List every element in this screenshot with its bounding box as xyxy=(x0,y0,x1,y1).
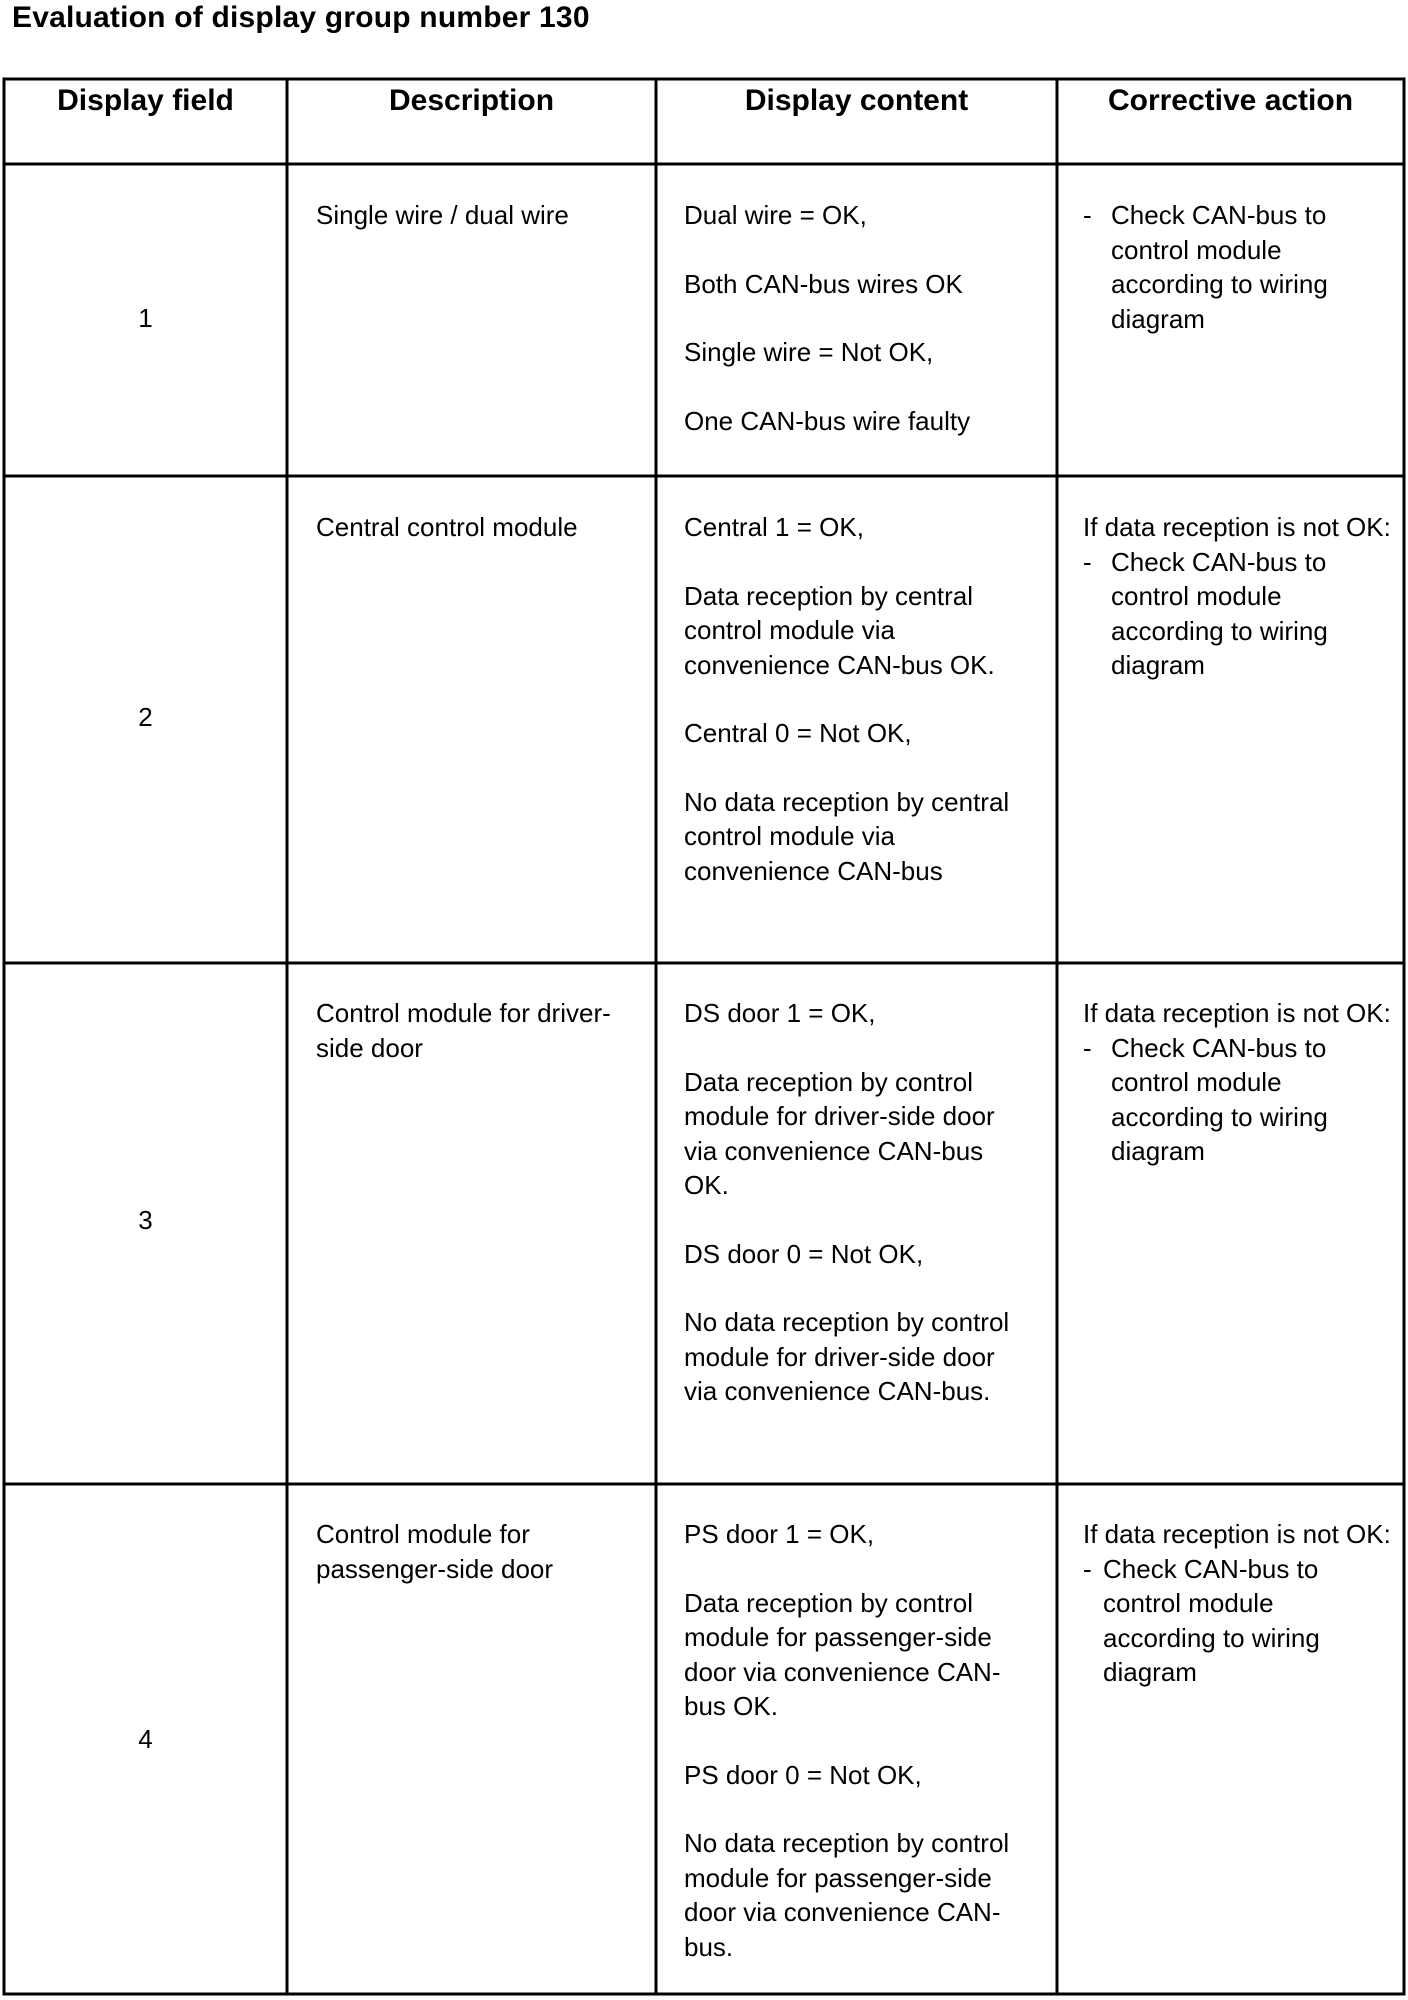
row-1-action-bullet xyxy=(1083,198,1393,336)
bullet-dash: - xyxy=(1083,546,1092,577)
row-3-content-line: Data reception by control module for driver-side door via convenience CAN-bus OK. xyxy=(684,1066,995,1200)
row-3-description: Control module for driver-side door xyxy=(316,998,611,1063)
row-2-description: Central control module xyxy=(316,512,578,542)
row-4-action-bullet xyxy=(1083,1552,1393,1690)
row-1-content-line: Both CAN-bus wires OK xyxy=(684,268,963,299)
row-1-content-line: Dual wire = OK, xyxy=(684,200,867,230)
row-4-content-line: No data reception by control module for passenger-side door via convenience CAN-bus. xyxy=(684,1828,1010,1962)
row-2-action-item: Check CAN-bus to control module according to wiring diagram xyxy=(1111,546,1328,680)
bullet-dash: - xyxy=(1083,1032,1092,1063)
row-3-display-content xyxy=(684,996,1029,1409)
row-2-corrective-action xyxy=(1083,510,1393,683)
row-3-content-line: No data reception by control module for driver-side door via convenience CAN-bus. xyxy=(684,1307,1010,1406)
row-1-content-line: One CAN-bus wire faulty xyxy=(684,405,971,436)
row-2-display-field: 2 xyxy=(138,702,153,732)
document-title: Evaluation of display group number 130 xyxy=(12,1,590,34)
row-4-content-line: PS door 0 = Not OK, xyxy=(684,1759,922,1790)
row-2-content-line: No data reception by central control module via convenience CAN-bus xyxy=(684,786,1010,886)
row-4-action-intro: If data reception is not OK: xyxy=(1083,1519,1391,1549)
row-2-content-line: Data reception by central control module via convenience CAN-bus OK. xyxy=(684,580,995,680)
header-display-content: Display content xyxy=(744,84,969,117)
row-2-content-line: Central 1 = OK, xyxy=(684,512,864,542)
row-4-content-line: Data reception by control module for passenger-side door via convenience CAN-bus OK. xyxy=(684,1587,1001,1721)
row-1-display-content xyxy=(684,198,1044,438)
row-3-corrective-action xyxy=(1083,996,1393,1169)
row-1-action-item: Check CAN-bus to control module according to wiring diagram xyxy=(1111,200,1328,334)
row-4-action-item: Check CAN-bus to control module according to wiring diagram xyxy=(1103,1553,1320,1687)
row-4-display-field: 4 xyxy=(138,1724,153,1754)
row-2-display-content xyxy=(684,510,1014,888)
row-3-action-item: Check CAN-bus to control module according to wiring diagram xyxy=(1111,1032,1328,1166)
row-3-display-field: 3 xyxy=(138,1205,153,1235)
row-2-content-line: Central 0 = Not OK, xyxy=(684,718,912,748)
row-1-description: Single wire / dual wire xyxy=(316,200,569,230)
bullet-dash: - xyxy=(1083,200,1092,230)
row-1-display-field: 1 xyxy=(138,303,153,333)
row-4-display-content xyxy=(684,1517,1029,1964)
row-3-content-line: DS door 1 = OK, xyxy=(684,998,876,1028)
header-corrective-action: Corrective action xyxy=(1107,84,1354,117)
row-1-corrective-action xyxy=(1083,198,1393,336)
row-4-description: Control module for passenger-side door xyxy=(316,1519,554,1584)
row-4-corrective-action xyxy=(1083,1517,1393,1690)
bullet-dash: - xyxy=(1083,1553,1092,1584)
row-3-action-intro: If data reception is not OK: xyxy=(1083,998,1391,1028)
row-2-action-intro: If data reception is not OK: xyxy=(1083,512,1391,542)
row-2-action-bullet xyxy=(1083,545,1393,683)
header-display-field: Display field xyxy=(57,84,234,117)
row-1-content-line: Single wire = Not OK, xyxy=(684,337,934,367)
row-3-content-line: DS door 0 = Not OK, xyxy=(684,1238,924,1269)
header-description: Description xyxy=(388,84,555,117)
row-4-content-line: PS door 1 = OK, xyxy=(684,1519,875,1549)
row-3-action-bullet xyxy=(1083,1031,1393,1169)
